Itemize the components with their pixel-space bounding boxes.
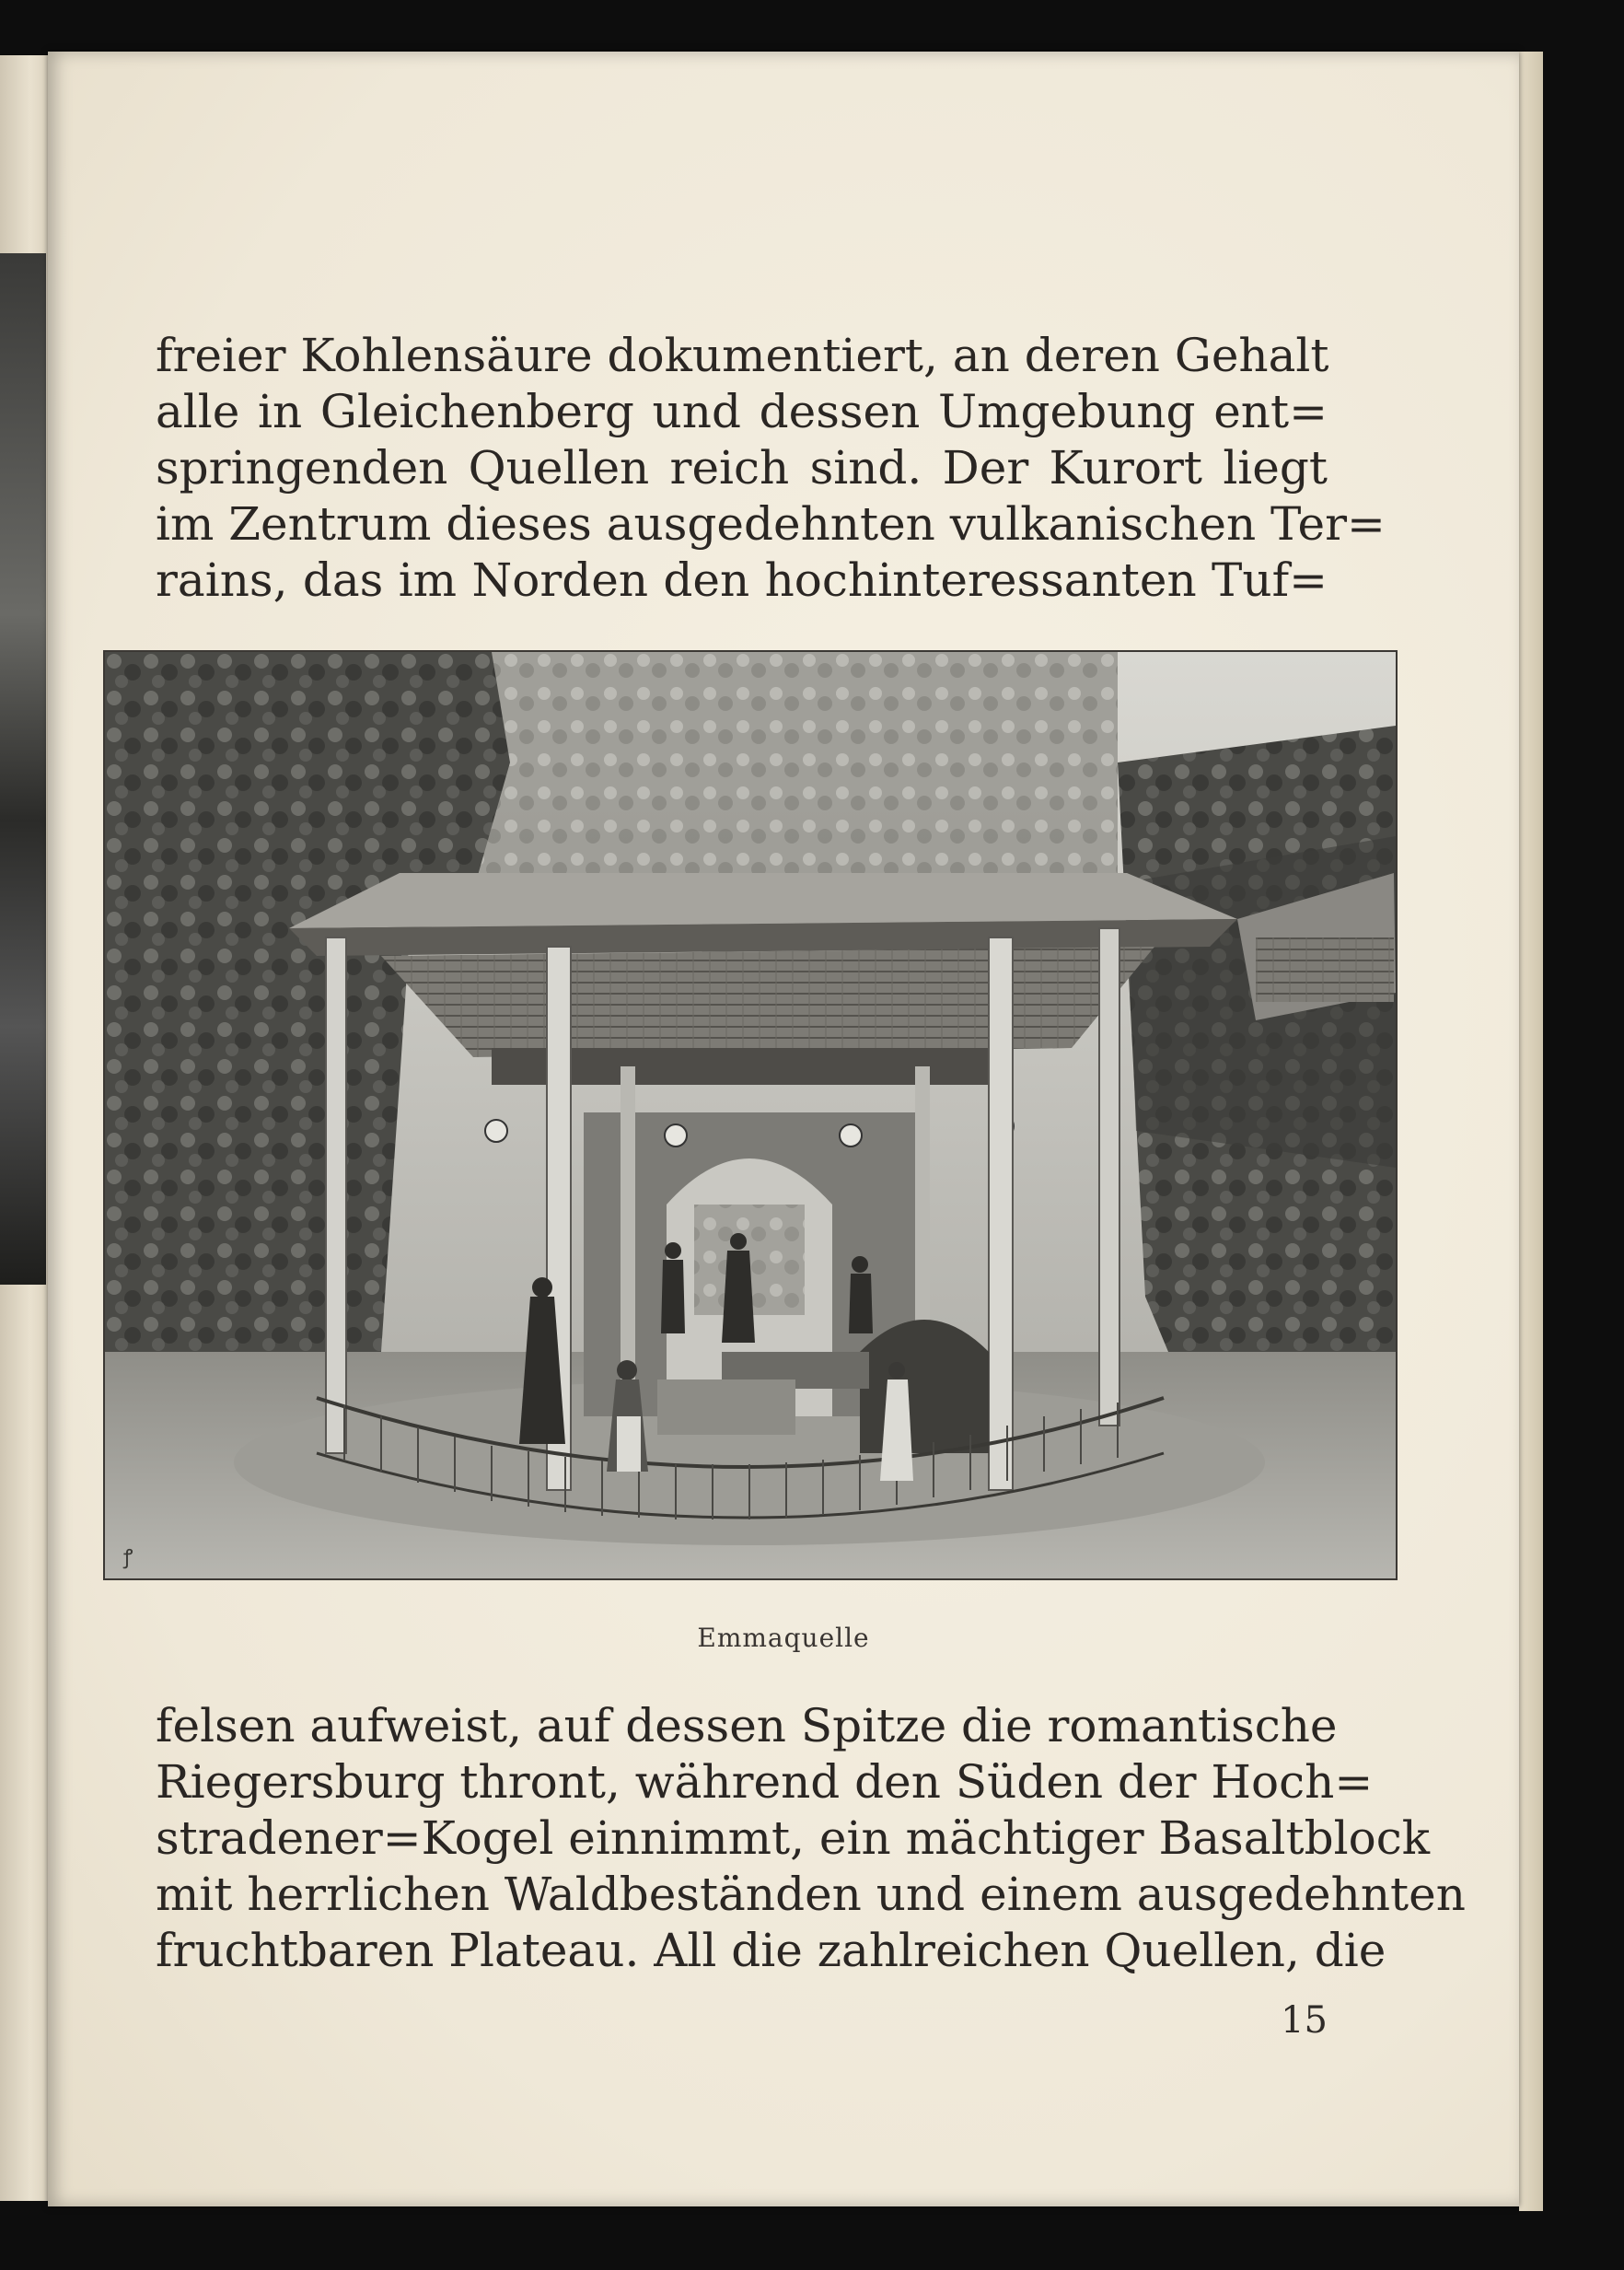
page-number: 15 — [1281, 1999, 1328, 2042]
paragraph-bottom — [156, 1698, 1466, 1979]
text-line: Riegersburg thront, während den Süden der Hoch= — [156, 1755, 1374, 1809]
text-line: freier Kohlensäure dokumentiert, an deren Gehalt — [156, 329, 1329, 382]
paragraph-top — [156, 328, 1386, 609]
right-page-edge — [1519, 52, 1543, 2211]
text-line: felsen aufweist, auf dessen Spitze die romantische — [156, 1699, 1338, 1752]
text-line: im Zentrum dieses ausgedehnten vulkanischen Ter= — [156, 497, 1386, 551]
engraver-monogram: ꝭ — [123, 1546, 133, 1569]
text-line: rains, das im Norden den hochinteressanten Tuf= — [156, 553, 1328, 607]
photograph-emmaquelle — [103, 650, 1398, 1580]
left-page-photo-strip — [0, 253, 46, 1285]
figure-caption: Emmaquelle — [697, 1623, 870, 1653]
text-line: alle in Gleichenberg und dessen Umgebung ent= — [156, 385, 1328, 438]
photo-illustration — [105, 652, 1396, 1578]
book-page — [48, 52, 1519, 2206]
text-line: fruchtbaren Plateau. All die zahlreichen Quellen, die — [156, 1924, 1386, 1977]
text-line: springenden Quellen reich sind. Der Kurort liegt — [156, 441, 1328, 495]
text-line: stradener=Kogel einnimmt, ein mächtiger Basaltblock — [156, 1811, 1431, 1865]
text-line: mit herrlichen Waldbeständen und einem ausgedehnten — [156, 1868, 1466, 1921]
